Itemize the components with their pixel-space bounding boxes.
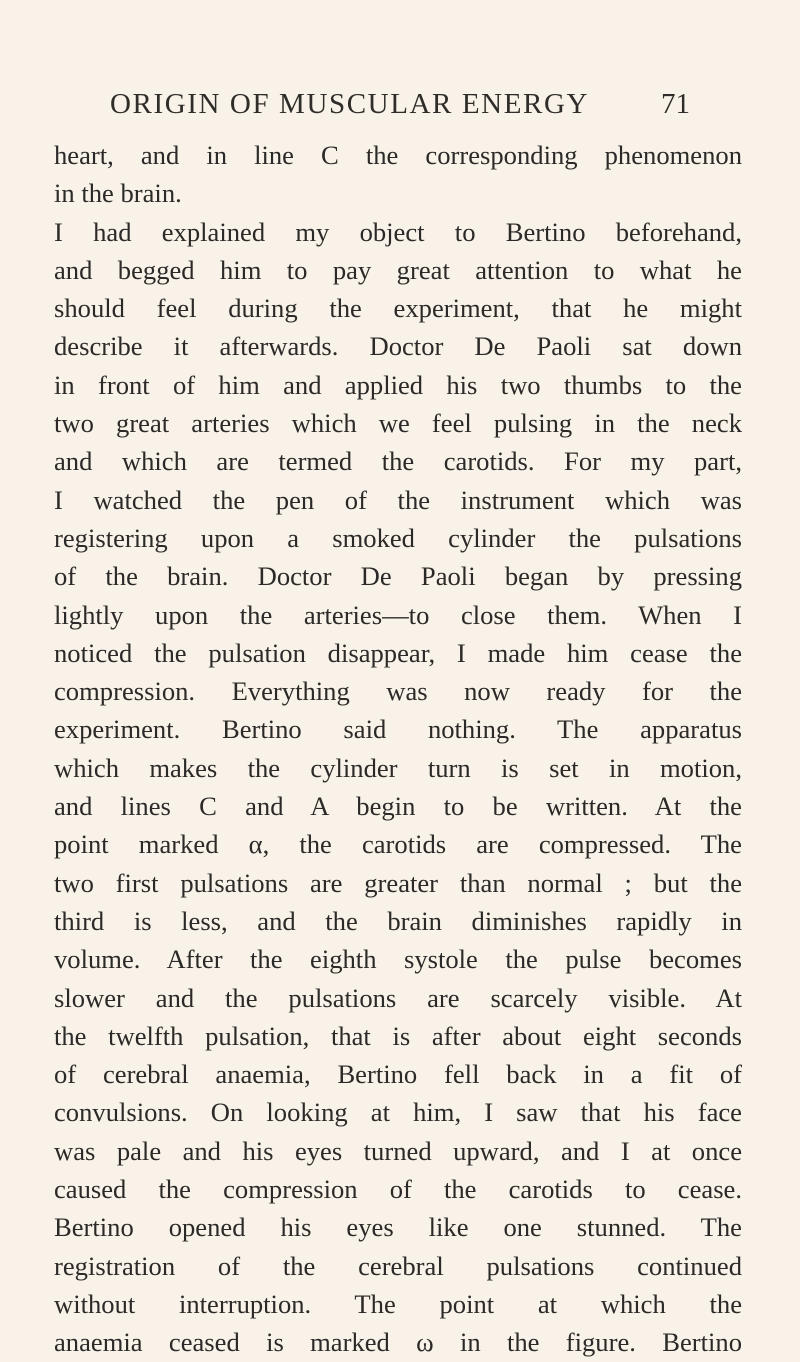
text-line: the twelfth pulsation, that is after about eight seconds xyxy=(54,1020,742,1051)
text-line: two first pulsations are greater than normal ; but the xyxy=(54,867,742,898)
text-line: experiment. Bertino said nothing. The apparatus xyxy=(54,714,742,745)
text-line: two great arteries which we feel pulsing in the neck xyxy=(54,408,742,439)
text-line: point marked α, the carotids are compressed. The xyxy=(54,829,742,860)
text-line: should feel during the experiment, that he might xyxy=(54,293,742,324)
text-line: and begged him to pay great attention to what he xyxy=(54,254,742,285)
text-line: caused the compression of the carotids to cease. xyxy=(54,1174,742,1205)
body-text xyxy=(54,136,742,1362)
text-line: registering upon a smoked cylinder the pulsations xyxy=(54,522,742,553)
page-header xyxy=(110,84,690,124)
text-line: which makes the cylinder turn is set in motion, xyxy=(54,752,742,783)
text-line: anaemia ceased is marked ω in the figure. Bertino xyxy=(54,1327,742,1358)
text-line: compression. Everything was now ready for the xyxy=(54,676,742,707)
text-line: in the brain. xyxy=(54,178,182,209)
text-line: Bertino opened his eyes like one stunned. The xyxy=(54,1212,742,1243)
text-line: convulsions. On looking at him, I saw that his face xyxy=(54,1097,742,1128)
text-line: registration of the cerebral pulsations continued xyxy=(54,1250,742,1281)
running-title: ORIGIN OF MUSCULAR ENERGY xyxy=(110,88,590,120)
text-line: was pale and his eyes turned upward, and I at once xyxy=(54,1135,742,1166)
text-line: describe it afterwards. Doctor De Paoli sat down xyxy=(54,331,742,362)
text-line: in front of him and applied his two thumbs to the xyxy=(54,369,742,400)
text-line: and lines C and A begin to be written. At the xyxy=(54,791,742,822)
page-number: 71 xyxy=(661,88,690,120)
text-line: without interruption. The point at which the xyxy=(54,1288,742,1319)
text-line: slower and the pulsations are scarcely visible. At xyxy=(54,982,742,1013)
text-line: of the brain. Doctor De Paoli began by pressing xyxy=(54,561,742,592)
text-line: volume. After the eighth systole the pulse becomes xyxy=(54,944,742,975)
text-line: heart, and in line C the corresponding phenomenon xyxy=(54,140,742,170)
text-line: I had explained my object to Bertino beforehand, xyxy=(54,216,742,247)
text-line: and which are termed the carotids. For my part, xyxy=(54,446,742,477)
text-line: noticed the pulsation disappear, I made him cease the xyxy=(54,637,742,668)
text-line: I watched the pen of the instrument which was xyxy=(54,484,742,515)
text-line: third is less, and the brain diminishes rapidly in xyxy=(54,905,742,936)
text-line: lightly upon the arteries—to close them. When I xyxy=(54,599,742,630)
text-line: of cerebral anaemia, Bertino fell back in a fit of xyxy=(54,1059,742,1090)
